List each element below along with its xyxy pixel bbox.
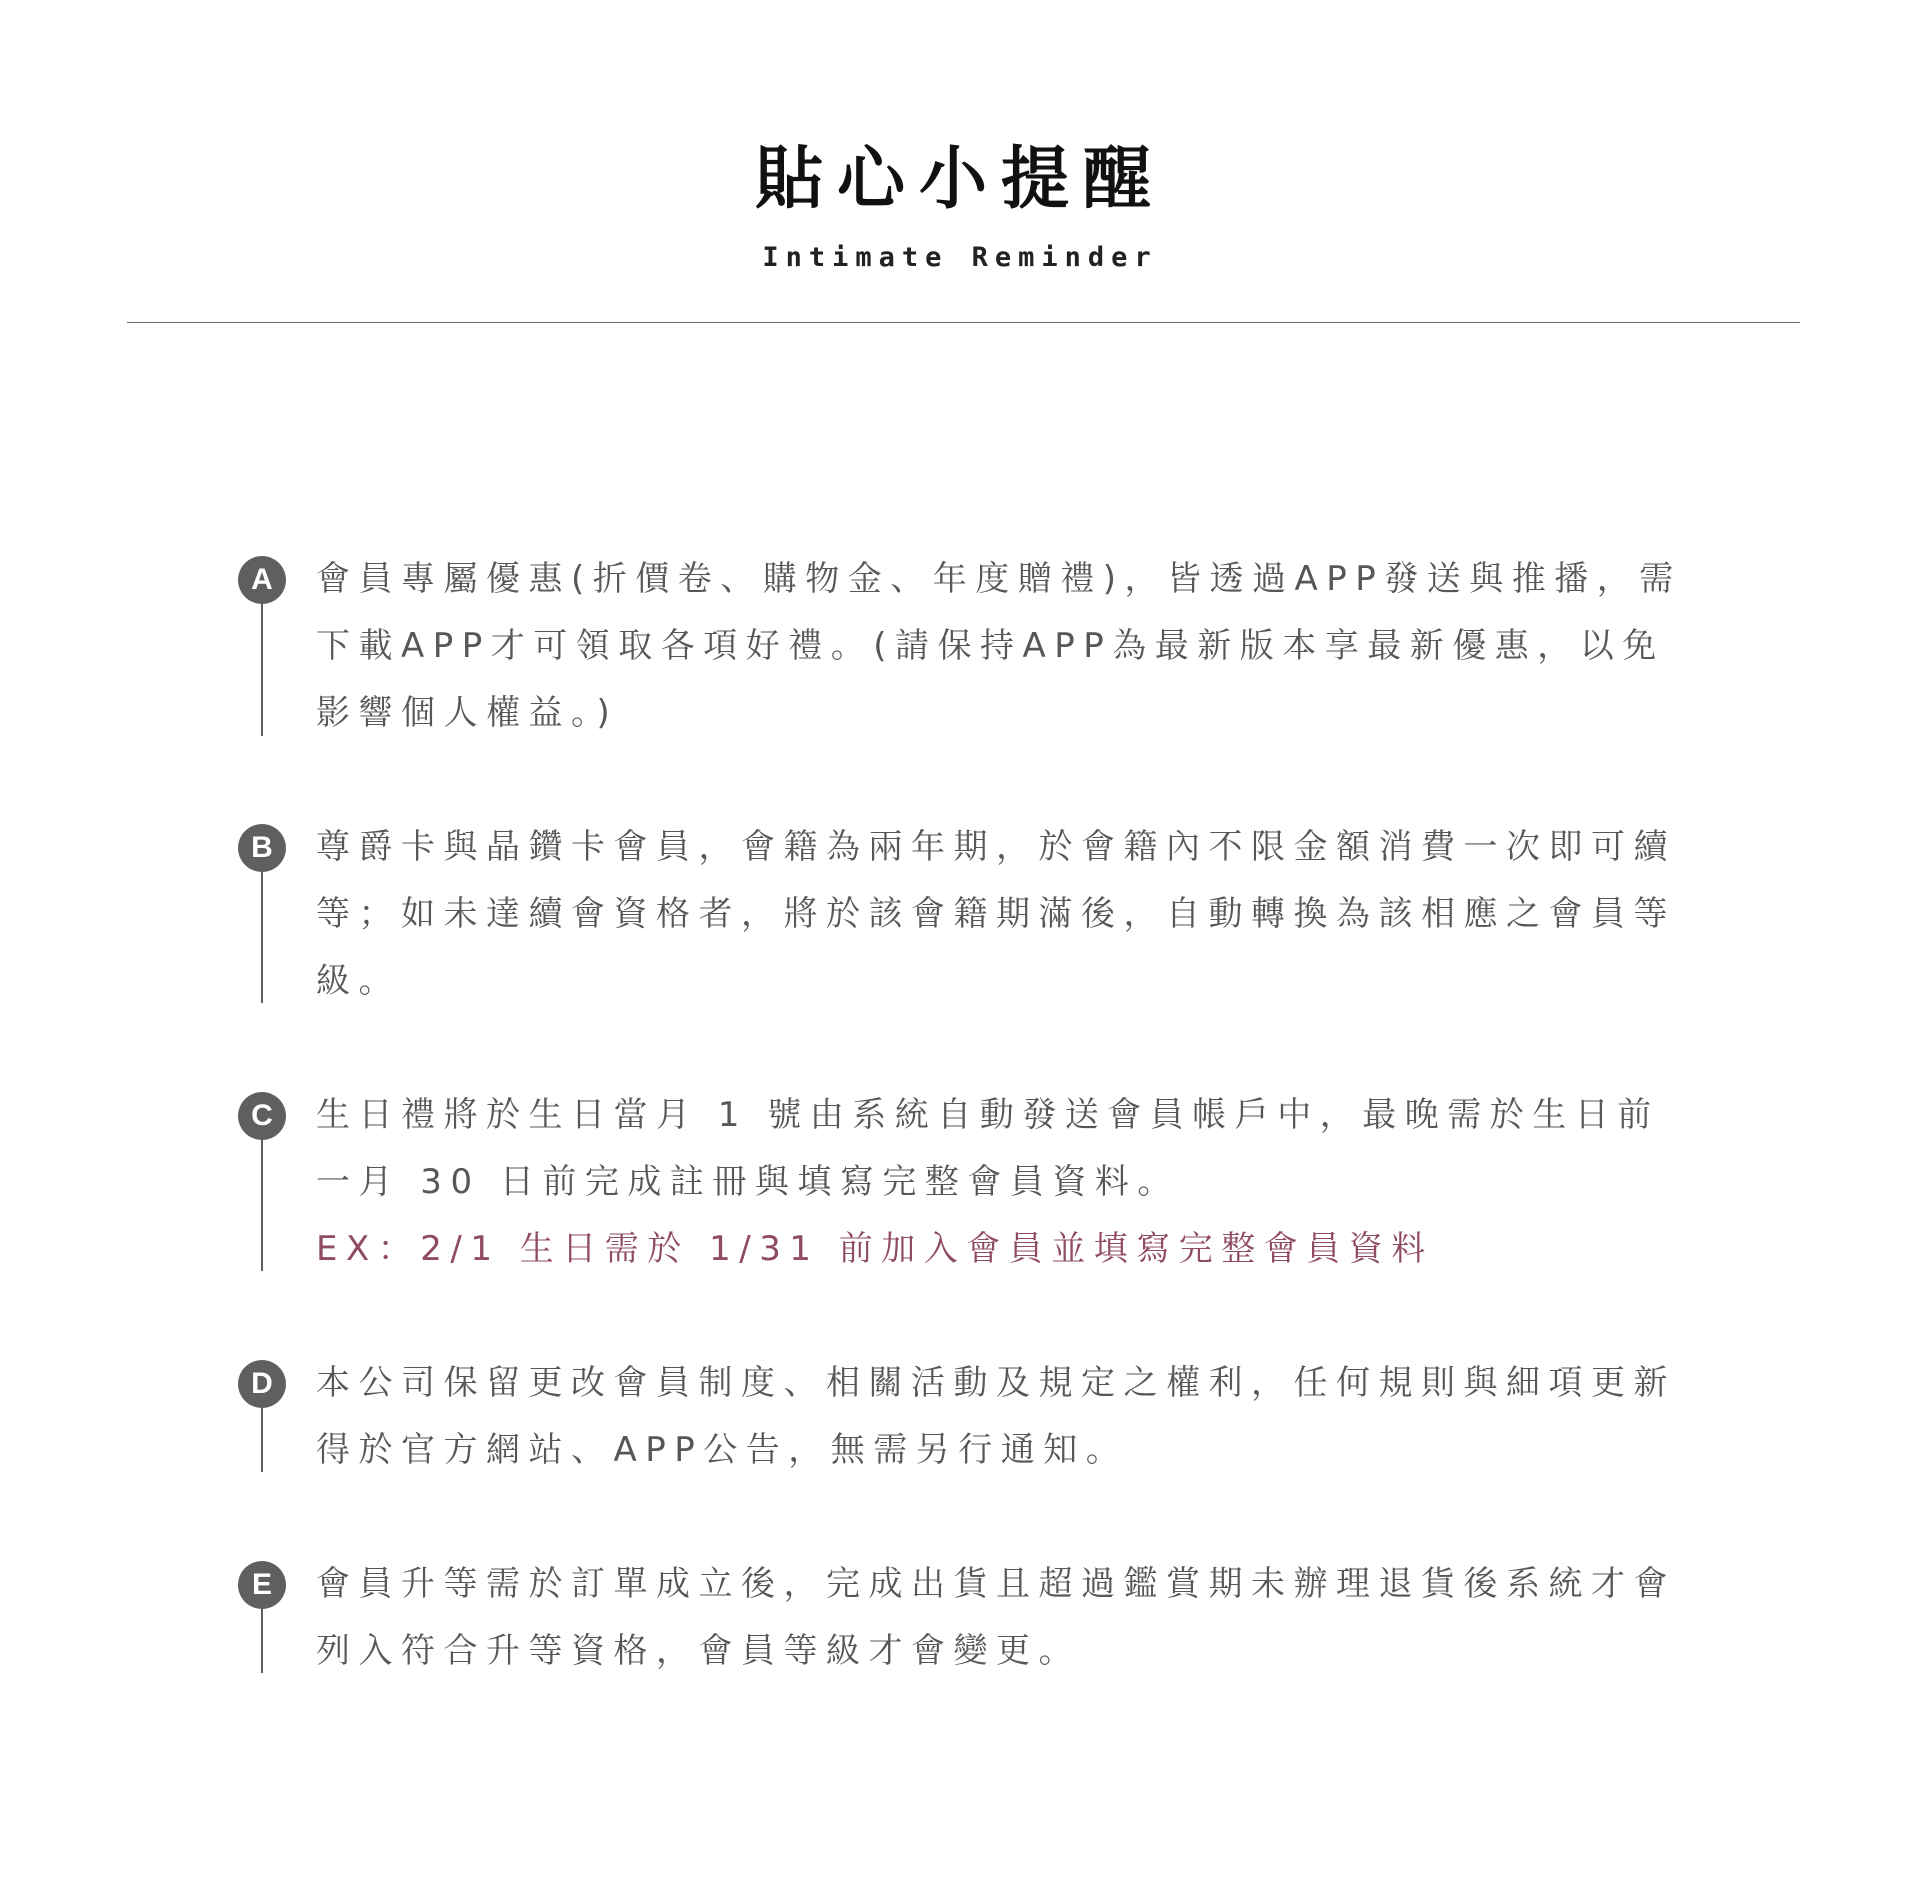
reminder-text bbox=[316, 814, 1688, 1015]
badge-stem bbox=[261, 604, 263, 736]
page-title: 貼心小提醒 bbox=[754, 140, 1165, 219]
badge-a-icon: A bbox=[238, 556, 286, 604]
badge-d-icon: D bbox=[238, 1360, 286, 1408]
reminder-paragraph: 本公司保留更改會員制度、相關活動及規定之權利，任何規則與細項更新得於官方網站、APP公告，無需另行通知。 bbox=[316, 1363, 1676, 1470]
reminder-paragraph: 尊爵卡與晶鑽卡會員，會籍為兩年期，於會籍內不限金額消費一次即可續等；如未達續會資格者，將於該會籍期滿後，自動轉換為該相應之會員等級。 bbox=[316, 827, 1676, 1001]
reminder-text bbox=[316, 546, 1688, 747]
reminder-text bbox=[316, 1082, 1688, 1283]
badge-b-icon: B bbox=[238, 824, 286, 872]
reminder-paragraph: 生日禮將於生日當月 1 號由系統自動發送會員帳戶中，最晚需於生日前一月 30 日前完成註冊與填寫完整會員資料。 bbox=[316, 1095, 1660, 1202]
reminder-paragraph: 會員專屬優惠(折價卷、購物金、年度贈禮)，皆透過APP發送與推播，需下載APP才可領取各項好禮。(請保持APP為最新版本享最新優惠，以免影響個人權益。) bbox=[316, 559, 1682, 733]
badge-e-icon: E bbox=[238, 1561, 286, 1609]
reminder-text bbox=[316, 1551, 1688, 1685]
reminder-paragraph: 會員升等需於訂單成立後，完成出貨且超過鑑賞期未辦理退貨後系統才會列入符合升等資格，會員等級才會變更。 bbox=[316, 1564, 1676, 1671]
page-subtitle: Intimate Reminder bbox=[762, 242, 1158, 273]
example-note: EX：2/1 生日需於 1/31 前加入會員並填寫完整會員資料 bbox=[316, 1229, 1434, 1269]
badge-c-icon: C bbox=[238, 1092, 286, 1140]
header-divider bbox=[127, 322, 1800, 323]
reminder-text bbox=[316, 1350, 1688, 1484]
badge-stem bbox=[261, 872, 263, 1003]
badge-stem bbox=[261, 1140, 263, 1271]
badge-stem bbox=[261, 1609, 263, 1673]
badge-stem bbox=[261, 1408, 263, 1472]
